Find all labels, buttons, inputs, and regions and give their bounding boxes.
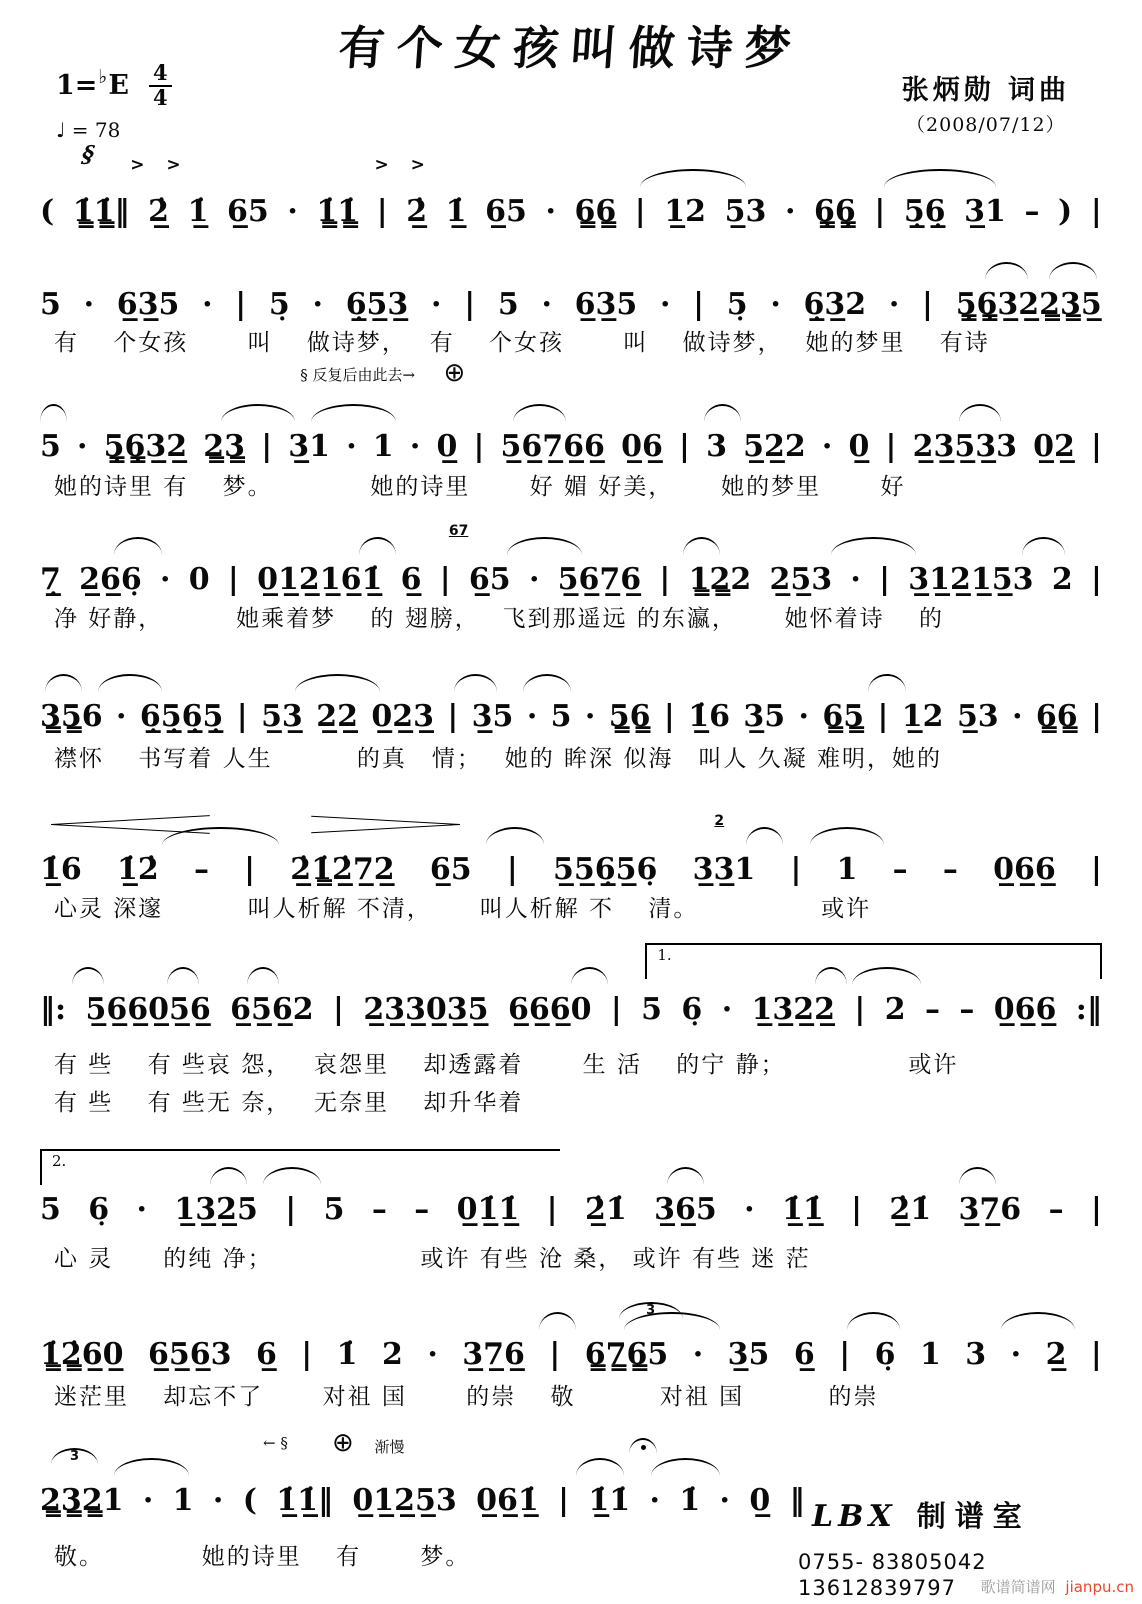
barline: | bbox=[663, 698, 675, 734]
contact-phones: 0755- 83805042 13612839797 bbox=[798, 1550, 1017, 1600]
note-token: 1̲̇2̇ bbox=[116, 851, 159, 887]
barline: – bbox=[959, 991, 975, 1027]
barline: | bbox=[549, 1336, 561, 1372]
note-token: 2̲̇ bbox=[406, 193, 428, 229]
note-token: 1̳̇2̳̇6̲0̲ bbox=[40, 1336, 124, 1372]
dot-mark: · bbox=[528, 561, 540, 597]
note-token: 5̲5̲6̲̣5̲6̣ bbox=[553, 851, 658, 887]
note-token: 6̣ bbox=[88, 1191, 110, 1227]
note-token: 5̲3 bbox=[724, 193, 767, 229]
dot-mark: · bbox=[649, 1482, 660, 1518]
decrescendo-hairpin bbox=[311, 815, 460, 833]
flat-icon: ♭ bbox=[98, 65, 108, 88]
barline: | bbox=[1090, 1336, 1102, 1372]
barline: ( bbox=[40, 193, 55, 229]
barline: | bbox=[610, 991, 622, 1027]
note-token: 1̲̇6 bbox=[688, 698, 730, 734]
dot-mark: · bbox=[409, 428, 421, 464]
note-token: 0̲ bbox=[749, 1482, 771, 1518]
note-token: 2 bbox=[382, 1336, 403, 1372]
note-token: 3̲1̲2̲1̲5̲3 bbox=[908, 561, 1034, 597]
note-token: 2 bbox=[884, 991, 906, 1027]
dot-mark: · bbox=[692, 1336, 704, 1372]
system-4 bbox=[40, 523, 1102, 632]
dot-mark: · bbox=[427, 1336, 438, 1372]
slur-arc bbox=[523, 674, 571, 692]
note-token: 1̳̇1̳̇ bbox=[316, 193, 359, 229]
system-6 bbox=[40, 813, 1102, 922]
lyrics-line: 有 个女孩 叫 做诗梦， 有 个女孩 叫 做诗梦， 她的梦里 有诗 bbox=[54, 330, 990, 356]
slur-arc bbox=[454, 674, 496, 692]
notes-line bbox=[40, 843, 1102, 887]
dot-mark: · bbox=[659, 286, 671, 322]
system-8 bbox=[40, 1152, 1102, 1272]
barline: | bbox=[678, 428, 690, 464]
slur-arc bbox=[247, 967, 279, 985]
note-token: 1 bbox=[172, 1482, 194, 1518]
barline: | bbox=[790, 851, 802, 887]
dot-mark: · bbox=[545, 193, 556, 229]
slur-arc bbox=[651, 1458, 720, 1476]
note-token: 3̲5 bbox=[743, 698, 786, 734]
system-3 bbox=[40, 358, 1102, 500]
barline: – bbox=[371, 1191, 387, 1227]
slur-arc bbox=[985, 262, 1027, 280]
note-token: 1̲̇ bbox=[445, 193, 467, 229]
notes-line bbox=[40, 1328, 1102, 1372]
note-token: 6̲3̲5 bbox=[116, 286, 180, 322]
slur-arc bbox=[507, 537, 581, 555]
barline: | bbox=[301, 1336, 313, 1372]
note-token: 0̲6̲1̲̇ bbox=[476, 1482, 539, 1518]
barline: ‖ bbox=[789, 1482, 805, 1518]
note-token: 3̲5 bbox=[727, 1336, 770, 1372]
system-2 bbox=[40, 278, 1102, 356]
barline: | bbox=[854, 991, 866, 1027]
dot-mark: · bbox=[1012, 698, 1023, 734]
segno-icon: § bbox=[80, 141, 97, 168]
note-token: 6̳̣6̳̣ bbox=[813, 193, 856, 229]
note-token: 5̲3 bbox=[956, 698, 999, 734]
slur-arc bbox=[959, 404, 1001, 422]
dot-mark: · bbox=[312, 286, 323, 322]
dot-mark: · bbox=[160, 561, 171, 597]
slur-arc bbox=[359, 537, 396, 555]
lyrics-line: 她的诗里 有 梦。 她的诗里 好 媚 好美， 她的梦里 好 bbox=[54, 474, 906, 500]
dot-mark: · bbox=[116, 698, 127, 734]
barline: | bbox=[885, 428, 897, 464]
notes-line bbox=[40, 690, 1102, 734]
barline: :‖ bbox=[1075, 991, 1102, 1027]
note-token: 0̲ bbox=[848, 428, 870, 464]
note-token: 1̲̇1̲̇‖ bbox=[276, 1482, 334, 1518]
song-title: 有个女孩叫做诗梦 bbox=[336, 21, 805, 75]
tempo-marking: ♩ = 78 bbox=[56, 118, 121, 143]
dot-mark: · bbox=[83, 286, 95, 322]
note-token: 5̲6̲7̲6̲6̲ bbox=[500, 428, 605, 464]
barline: | bbox=[227, 561, 239, 597]
note-token: 5̳̣6̳̣3̲2̲2̳3̳5̲ bbox=[955, 286, 1102, 322]
note-token: 5̲3̲ bbox=[261, 698, 303, 734]
barline: | bbox=[546, 1191, 558, 1227]
site-watermark bbox=[981, 1576, 1134, 1597]
note-token: 5 bbox=[40, 1191, 61, 1227]
barline: | bbox=[634, 193, 646, 229]
coda-icon: ⊕ bbox=[443, 358, 466, 388]
barline: | bbox=[1091, 698, 1102, 734]
note-token: 2̳3̳ bbox=[203, 428, 246, 464]
note-token: 3̲7̲6 bbox=[958, 1191, 1022, 1227]
slur-arc bbox=[311, 404, 396, 422]
site-name: 歌谱简谱网 bbox=[980, 1578, 1056, 1596]
note-token: 6̲5̲6̲3 bbox=[147, 1336, 232, 1372]
note-token: 3̲1 bbox=[964, 193, 1006, 229]
note-token: 3̲5 bbox=[471, 698, 514, 734]
system-5 bbox=[40, 690, 1102, 772]
dot-mark: · bbox=[798, 698, 809, 734]
note-token: 2̲3̲3̲0̲3̲5̲ bbox=[363, 991, 489, 1027]
slur-arc bbox=[576, 1458, 624, 1476]
barline: | bbox=[447, 698, 459, 734]
slur-arc bbox=[884, 169, 996, 187]
note-token: 6̲5 bbox=[227, 193, 269, 229]
barline: | bbox=[839, 1336, 851, 1372]
note-token: 6̣ bbox=[874, 1336, 896, 1372]
note-token: 0̲1̲2̲5̲3 bbox=[352, 1482, 457, 1518]
notes-line bbox=[40, 1183, 1102, 1227]
key-note: E bbox=[108, 70, 129, 102]
note-token: 1̲̇1̲̇ bbox=[781, 1191, 824, 1227]
system-7 bbox=[40, 946, 1102, 1116]
barline: | bbox=[1090, 851, 1102, 887]
note-token: 6̳6̳ bbox=[1035, 698, 1078, 734]
lyrics-line: 襟怀 书写着 人生 的真 情； 她的 眸深 似海 叫人 久凝 难明，她的 bbox=[54, 746, 942, 772]
slur-arc bbox=[1001, 1312, 1075, 1330]
slur-arc bbox=[295, 674, 380, 692]
composer-name: 张炳勋 词曲 bbox=[901, 75, 1070, 106]
lyrics-line: 心 灵 的纯 净； 或许 有些 沧 桑， 或许 有些 迷 茫 bbox=[54, 1246, 811, 1272]
note-token: 6̲5 bbox=[429, 851, 472, 887]
slur-arc bbox=[810, 827, 884, 845]
key-signature-block bbox=[56, 62, 172, 142]
dot-mark: · bbox=[744, 1191, 755, 1227]
note-token: 2̲̇1̇ bbox=[584, 1191, 627, 1227]
note-token: 6̳5̳ bbox=[822, 698, 865, 734]
dot-mark: · bbox=[77, 428, 88, 464]
slur-arc bbox=[667, 1167, 704, 1185]
barline: | bbox=[693, 286, 705, 322]
dot-mark: · bbox=[721, 991, 733, 1027]
slur-arc bbox=[868, 674, 905, 692]
note-token: 3̲7̲6̲ bbox=[462, 1336, 525, 1372]
note-token: 1̲2 bbox=[664, 193, 707, 229]
note-token: 3 bbox=[706, 428, 727, 464]
triplet-mark: 3 bbox=[51, 1448, 99, 1465]
dot-mark: · bbox=[888, 286, 900, 322]
lyrics-line: 心灵 深邃 叫人析解 不清， 叫人析解 不 清。 或许 bbox=[54, 896, 872, 922]
dot-mark: · bbox=[136, 1191, 147, 1227]
note-token: 2̲5̲3 bbox=[769, 561, 833, 597]
triplet-mark: 3 bbox=[619, 1302, 683, 1319]
note-token: 3̲6̲5 bbox=[654, 1191, 717, 1227]
slur-arc bbox=[831, 537, 916, 555]
note-token: 6̲5̲6̲2 bbox=[230, 991, 314, 1027]
studio-initials: LBX bbox=[812, 1499, 897, 1534]
slur-arc bbox=[1049, 262, 1097, 280]
note-token: 0̲1̲̇1̲̇ bbox=[456, 1191, 520, 1227]
note-token: 5̲̣6̲̣ bbox=[903, 193, 946, 229]
slur-arc bbox=[486, 827, 544, 845]
note-token: 5̳̣6̳̣3̲2̲ bbox=[103, 428, 188, 464]
note-token: 1̲2 bbox=[901, 698, 944, 734]
composition-date: （2008/07/12） bbox=[906, 114, 1066, 136]
dot-mark: · bbox=[719, 1482, 730, 1518]
note-token: 6̲̣5̲3̲ bbox=[345, 286, 409, 322]
notes-line bbox=[40, 185, 1102, 229]
note-token: 6̲̣3̲2 bbox=[803, 286, 867, 322]
dot-mark: · bbox=[212, 1482, 224, 1518]
dot-mark: · bbox=[1010, 1336, 1022, 1372]
note-token: 5̣ bbox=[726, 286, 748, 322]
barline: ) bbox=[1058, 193, 1073, 229]
note-token: 2̲̇ bbox=[148, 193, 169, 229]
note-token: 1̇ bbox=[336, 1336, 358, 1372]
note-token: 3 bbox=[965, 1336, 987, 1372]
note-token: 1̲3̲2̲5 bbox=[174, 1191, 258, 1227]
time-signature bbox=[149, 62, 172, 109]
barline: | bbox=[244, 851, 256, 887]
barline: – bbox=[1048, 1191, 1064, 1227]
notes-line bbox=[40, 983, 1102, 1027]
slur-arc bbox=[221, 404, 295, 422]
notes-line bbox=[40, 553, 1102, 597]
barline: | bbox=[851, 1191, 863, 1227]
note-token: 1̳2̳2 bbox=[688, 561, 752, 597]
slur-arc bbox=[746, 827, 783, 845]
note-token: 5 bbox=[40, 428, 61, 464]
note-token: 6̲ bbox=[400, 561, 422, 597]
note-token: 2 bbox=[1051, 561, 1073, 597]
dot-mark: · bbox=[346, 428, 357, 464]
note-token: 0 bbox=[188, 561, 210, 597]
dot-mark: · bbox=[784, 193, 796, 229]
volta-bracket: 1. bbox=[645, 943, 1102, 979]
note-token: 1 bbox=[372, 428, 394, 464]
barline: – bbox=[1024, 193, 1040, 229]
dot-mark: · bbox=[431, 286, 442, 322]
note-token: 0̲6̲6̲ bbox=[993, 851, 1056, 887]
note-token: 6̲̣5̲̣6̲̣5̲̣ bbox=[139, 698, 224, 734]
note-token: 6̲ bbox=[255, 1336, 277, 1372]
score-text: § 反复后由此去→ bbox=[300, 366, 416, 384]
lyrics-line: 净 好静， 她乘着梦 的 翅膀， 飞到那遥远 的东瀛， 她怀着诗 的 bbox=[54, 606, 944, 632]
fermata-icon bbox=[629, 1438, 657, 1454]
accent-marks: > > bbox=[130, 155, 189, 175]
grace-notes: 2 bbox=[714, 813, 725, 829]
note-token: 6̲ bbox=[793, 1336, 815, 1372]
barline: – bbox=[925, 991, 940, 1027]
score-text: 渐慢 bbox=[374, 1438, 405, 1456]
note-token: 1 bbox=[836, 851, 858, 887]
note-token: 2̲3̲5̲3̲3 bbox=[912, 428, 1017, 464]
note-token: 6̲5 bbox=[468, 561, 511, 597]
note-token: 1̳̇1̳̇‖ bbox=[72, 193, 130, 229]
system-9 bbox=[40, 1303, 1102, 1410]
note-token: 3̲3̲1 bbox=[692, 851, 756, 887]
barline: | bbox=[1090, 193, 1102, 229]
note-token: 5̣ bbox=[268, 286, 290, 322]
slur-arc bbox=[40, 404, 67, 422]
note-token: 5̲6̲7̲6̲ bbox=[557, 561, 642, 597]
barline: | bbox=[473, 428, 485, 464]
note-token: 3̲1 bbox=[288, 428, 331, 464]
barline: – bbox=[892, 851, 908, 887]
note-token: 0̲6̲ bbox=[621, 428, 663, 464]
dot-mark: · bbox=[850, 561, 861, 597]
barline: | bbox=[874, 193, 886, 229]
slur-arc bbox=[539, 1312, 576, 1330]
barline: | bbox=[261, 428, 273, 464]
key-tonic: 1= bbox=[56, 70, 98, 102]
slur-arc bbox=[513, 404, 566, 422]
barline: | bbox=[1091, 428, 1102, 464]
studio-name: 制谱室 bbox=[916, 1499, 1031, 1533]
note-token: 3̳5̳6 bbox=[40, 698, 103, 734]
dot-mark: · bbox=[821, 428, 833, 464]
slur-arc bbox=[640, 169, 746, 187]
note-token: 6̲6̲6̲0 bbox=[507, 991, 592, 1027]
lyrics-line: 有 些 有 些无 奈， 无奈里 却升华着 bbox=[54, 1090, 524, 1116]
barline: | bbox=[1090, 1191, 1102, 1227]
note-token: 1̲̇1̇ bbox=[588, 1482, 631, 1518]
barline: | bbox=[235, 286, 247, 322]
note-token: 1̲3̲2̲2̲ bbox=[751, 991, 836, 1027]
coda-icon: ⊕ bbox=[332, 1428, 354, 1458]
barline: | bbox=[506, 851, 518, 887]
note-token: 5̳6̳ bbox=[608, 698, 651, 734]
barline: ( bbox=[242, 1482, 257, 1518]
note-token: 5̲6̲6̲0̲5̲6̲ bbox=[85, 991, 211, 1027]
note-token: 0̲6̲6̲ bbox=[993, 991, 1057, 1027]
barline: – bbox=[193, 851, 209, 887]
site-url-link[interactable]: jianpu.cn bbox=[1065, 1578, 1134, 1596]
note-token: 6̲3̲5 bbox=[574, 286, 638, 322]
barline: | bbox=[877, 698, 889, 734]
note-token: 1̲̇6 bbox=[40, 851, 82, 887]
slur-arc bbox=[847, 1312, 900, 1330]
note-token: 2̲̇1̇ bbox=[889, 1191, 932, 1227]
note-token: 6̣ bbox=[681, 991, 703, 1027]
note-token: 5 bbox=[641, 991, 663, 1027]
note-token: 2̳3̳2̳1 bbox=[40, 1482, 124, 1518]
dot-mark: · bbox=[770, 286, 781, 322]
barline: ‖: bbox=[40, 991, 67, 1027]
slur-arc bbox=[114, 1458, 188, 1476]
barline: | bbox=[558, 1482, 570, 1518]
barline: – bbox=[414, 1191, 430, 1227]
note-token: 5 bbox=[497, 286, 519, 322]
accent-marks: > > bbox=[374, 155, 433, 175]
barline: | bbox=[439, 561, 451, 597]
note-token: 6̳6̳ bbox=[574, 193, 617, 229]
lyrics-line: 迷茫里 却忘不了 对祖 国 的崇 敬 对祖 国 的崇 bbox=[54, 1384, 879, 1410]
barline: | bbox=[464, 286, 476, 322]
note-token: 2̲ bbox=[1045, 1336, 1067, 1372]
slur-arc bbox=[1022, 537, 1064, 555]
lyrics-line: 有 些 有 些哀 怨， 哀怨里 却透露着 生 活 的宁 静； 或许 bbox=[54, 1052, 959, 1078]
dot-mark: · bbox=[142, 1482, 154, 1518]
barline: | bbox=[236, 698, 248, 734]
notes-line bbox=[40, 1474, 805, 1518]
slur-arc bbox=[571, 967, 608, 985]
system-1 bbox=[40, 141, 1102, 229]
dot-mark: · bbox=[584, 698, 596, 734]
time-signature-numerator: 4 bbox=[149, 62, 172, 87]
barline: | bbox=[285, 1191, 297, 1227]
slur-arc bbox=[72, 967, 104, 985]
note-token: 6̳7̳6̳5 bbox=[584, 1336, 669, 1372]
note-token: 5 bbox=[323, 1191, 345, 1227]
dot-mark: · bbox=[541, 286, 552, 322]
dot-mark: · bbox=[287, 193, 298, 229]
barline: – bbox=[942, 851, 958, 887]
dot-mark: · bbox=[202, 286, 213, 322]
grace-notes: 67 bbox=[448, 523, 469, 539]
score-text: ← § bbox=[263, 1434, 288, 1452]
note-token: 1 bbox=[919, 1336, 941, 1372]
note-token: 2̲2̲ bbox=[316, 698, 358, 734]
note-token: 2̲6̲6̣ bbox=[79, 561, 142, 597]
dot-mark: · bbox=[526, 698, 538, 734]
slur-arc bbox=[167, 967, 199, 985]
time-signature-denominator: 4 bbox=[152, 84, 168, 110]
slur-arc bbox=[45, 674, 82, 692]
slur-arc bbox=[959, 1167, 996, 1185]
barline: | bbox=[1090, 561, 1102, 597]
barline: | bbox=[333, 991, 344, 1027]
note-token: 7̲̣ bbox=[40, 561, 61, 597]
slur-arc bbox=[704, 404, 741, 422]
volta-bracket: 2. bbox=[40, 1149, 560, 1185]
note-token: 0̲ bbox=[436, 428, 458, 464]
barline: | bbox=[879, 561, 891, 597]
key-signature bbox=[56, 62, 172, 109]
slur-arc bbox=[114, 537, 162, 555]
studio-credit bbox=[812, 1494, 1031, 1535]
barline: | bbox=[922, 286, 933, 322]
notes-line bbox=[40, 278, 1102, 322]
note-token: 5̲2̲2 bbox=[743, 428, 806, 464]
notes-line bbox=[40, 420, 1102, 464]
note-token: 0̲1̲2̲1̲6̲1̲̇ bbox=[257, 561, 383, 597]
barline: | bbox=[659, 561, 671, 597]
note-token: 5 bbox=[550, 698, 572, 734]
note-token: 6̲5 bbox=[485, 193, 527, 229]
slur-arc bbox=[98, 674, 162, 692]
note-token: 2̲̇1̳̇2̲̇7̲2̲ bbox=[290, 851, 395, 887]
note-token: 0̲2̲3̲ bbox=[371, 698, 434, 734]
note-token: 5 bbox=[40, 286, 61, 322]
lyrics-line: 敬。 她的诗里 有 梦。 bbox=[54, 1544, 471, 1570]
note-token: 1̲̇ bbox=[187, 193, 209, 229]
composer-credit bbox=[902, 68, 1070, 137]
slur-arc bbox=[683, 537, 720, 555]
note-token: 1̇ bbox=[679, 1482, 701, 1518]
barline: | bbox=[376, 193, 388, 229]
note-token: 0̲2̲ bbox=[1033, 428, 1075, 464]
